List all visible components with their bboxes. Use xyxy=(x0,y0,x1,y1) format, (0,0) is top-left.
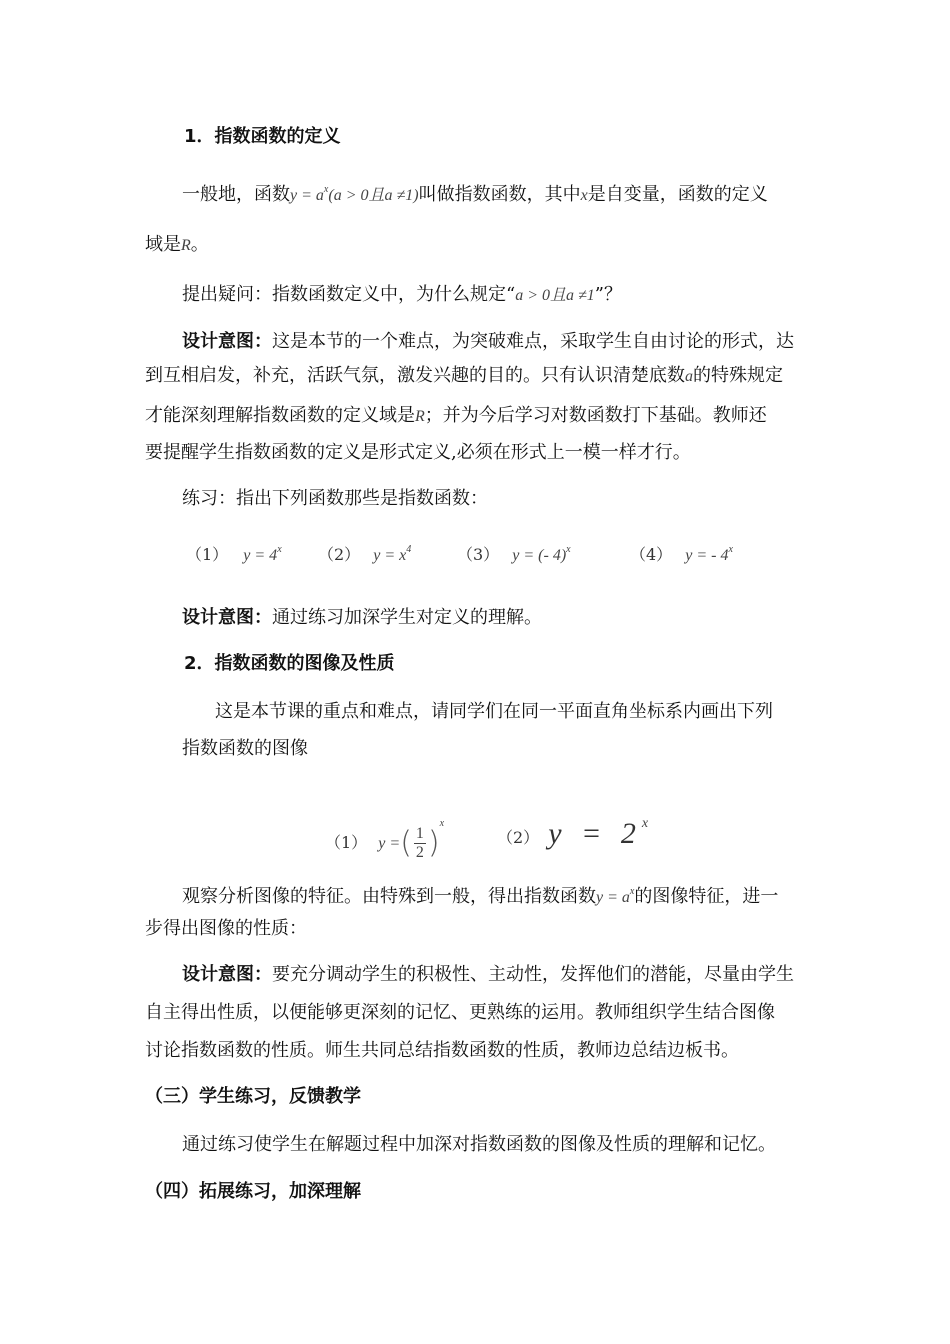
graph-function-2 xyxy=(497,800,648,862)
graph-function-1-sup: x xyxy=(439,818,445,829)
exercise-item-4 xyxy=(630,538,733,568)
question-condition: a > 0且a ≠1 xyxy=(515,287,595,304)
definition-formula: y = a xyxy=(290,187,324,204)
intent1-var-R: R xyxy=(415,408,425,425)
exercise-item-3-expr: y = (- 4) xyxy=(512,547,567,564)
definition-formula-sup: x xyxy=(323,184,329,195)
intent1-var-a: a xyxy=(685,368,693,385)
intent3-line-1 xyxy=(182,963,794,987)
graph-function-2-sup: x xyxy=(641,816,649,831)
exercise-item-3 xyxy=(457,538,571,568)
domain-R: R xyxy=(181,237,191,254)
fraction-denominator: 2 xyxy=(415,844,424,861)
exercise-item-2-num: （2） xyxy=(318,545,361,564)
exercise-item-1-expr: y = 4 xyxy=(243,547,278,564)
intent2-label: 设计意图： xyxy=(182,607,272,628)
exercise-item-1-sup: x xyxy=(277,544,282,555)
exercise-item-3-num: （3） xyxy=(457,545,500,564)
observe-line-2: 步得出图像的性质： xyxy=(145,918,307,939)
intent1-text-2b: 的特殊规定 xyxy=(693,365,783,386)
exercise-intro: 练习：指出下列函数那些是指数函数： xyxy=(182,488,488,509)
intent1-line-1 xyxy=(182,330,794,354)
question-line xyxy=(182,283,622,308)
definition-variable: x xyxy=(580,187,588,204)
fraction-numerator: 1 xyxy=(415,825,424,842)
section-1-heading: 1．指数函数的定义 xyxy=(184,126,341,147)
section-2-para-2: 指数函数的图像 xyxy=(182,738,308,759)
right-paren-icon: ) xyxy=(427,825,440,861)
graph-function-2-expr: y = 2 xyxy=(548,817,642,850)
definition-pre: 一般地，函数 xyxy=(182,184,290,205)
intent1-text-3a: 才能深刻理解指数函数的定义域是 xyxy=(145,405,415,426)
observe-line-1 xyxy=(182,880,778,910)
definition-line-2 xyxy=(145,233,209,258)
section-2-heading: 2．指数函数的图像及性质 xyxy=(184,653,395,674)
intent3-line-2: 自主得出性质，以便能够更深刻的记忆、更熟练的运用。教师组织学生结合图像 xyxy=(145,1002,775,1023)
intent1-line-4: 要提醒学生指数函数的定义是形式定义,必须在形式上一模一样才行。 xyxy=(145,442,691,463)
observe-pre: 观察分析图像的特征。由特殊到一般，得出指数函数 xyxy=(182,886,596,907)
exercise-item-4-num: （4） xyxy=(630,545,673,564)
graph-function-1-y: y = xyxy=(378,834,401,852)
section-2-para-1: 这是本节课的重点和难点，请同学们在同一平面直角坐标系内画出下列 xyxy=(215,701,773,722)
exercise-item-4-sup: x xyxy=(728,544,733,555)
exercise-item-3-sup: x xyxy=(566,544,571,555)
section-3-heading: （三）学生练习，反馈教学 xyxy=(145,1086,361,1107)
intent1-label: 设计意图： xyxy=(182,331,272,352)
exercise-item-1-num: （1） xyxy=(186,545,229,564)
graph-function-2-num: （2） xyxy=(497,828,540,847)
graph-function-1 xyxy=(325,800,444,868)
domain-pre: 域是 xyxy=(145,234,181,255)
definition-mid: 叫做指数函数，其中 xyxy=(418,184,581,205)
section-4-heading: （四）拓展练习，加深理解 xyxy=(145,1181,361,1202)
intent2-text: 通过练习加深学生对定义的理解。 xyxy=(272,607,542,628)
intent3-label: 设计意图： xyxy=(182,964,272,985)
graph-function-1-num: （1） xyxy=(325,833,368,852)
intent2-line xyxy=(182,606,542,630)
exercise-item-4-expr: y = - 4 xyxy=(685,547,729,564)
question-pre: 提出疑问：指数函数定义中，为什么规定“ xyxy=(182,284,516,305)
domain-post: 。 xyxy=(190,234,209,255)
left-paren-icon: ( xyxy=(400,825,412,861)
fraction-one-half xyxy=(414,825,426,862)
intent1-text-2a: 到互相启发，补充，活跃气氛，激发兴趣的目的。只有认识清楚底数 xyxy=(145,365,685,386)
intent1-line-2 xyxy=(145,364,783,389)
intent1-text-1: 这是本节的一个难点，为突破难点，采取学生自由讨论的形式，达 xyxy=(272,331,794,352)
intent3-line-3: 讨论指数函数的性质。师生共同总结指数函数的性质，教师边总结边板书。 xyxy=(145,1040,739,1061)
definition-post: 是自变量，函数的定义 xyxy=(587,184,768,205)
exercise-item-1 xyxy=(186,538,282,568)
exercise-item-2-expr: y = x xyxy=(373,547,407,564)
intent1-line-3 xyxy=(145,404,767,429)
observe-formula-sup: x xyxy=(629,886,635,897)
intent1-text-3b: ；并为今后学习对数函数打下基础。教师还 xyxy=(424,405,767,426)
question-post: ”？ xyxy=(594,284,622,305)
observe-post: 的图像特征，进一 xyxy=(634,886,779,907)
observe-formula: y = a xyxy=(596,889,630,906)
definition-condition: (a > 0且a ≠1) xyxy=(328,187,419,204)
section-3-text: 通过练习使学生在解题过程中加深对指数函数的图像及性质的理解和记忆。 xyxy=(182,1134,776,1155)
exercise-item-2 xyxy=(318,538,411,568)
definition-line-1 xyxy=(182,178,768,208)
intent3-text-1: 要充分调动学生的积极性、主动性，发挥他们的潜能，尽量由学生 xyxy=(272,964,794,985)
exercise-item-2-sup: 4 xyxy=(406,544,412,555)
